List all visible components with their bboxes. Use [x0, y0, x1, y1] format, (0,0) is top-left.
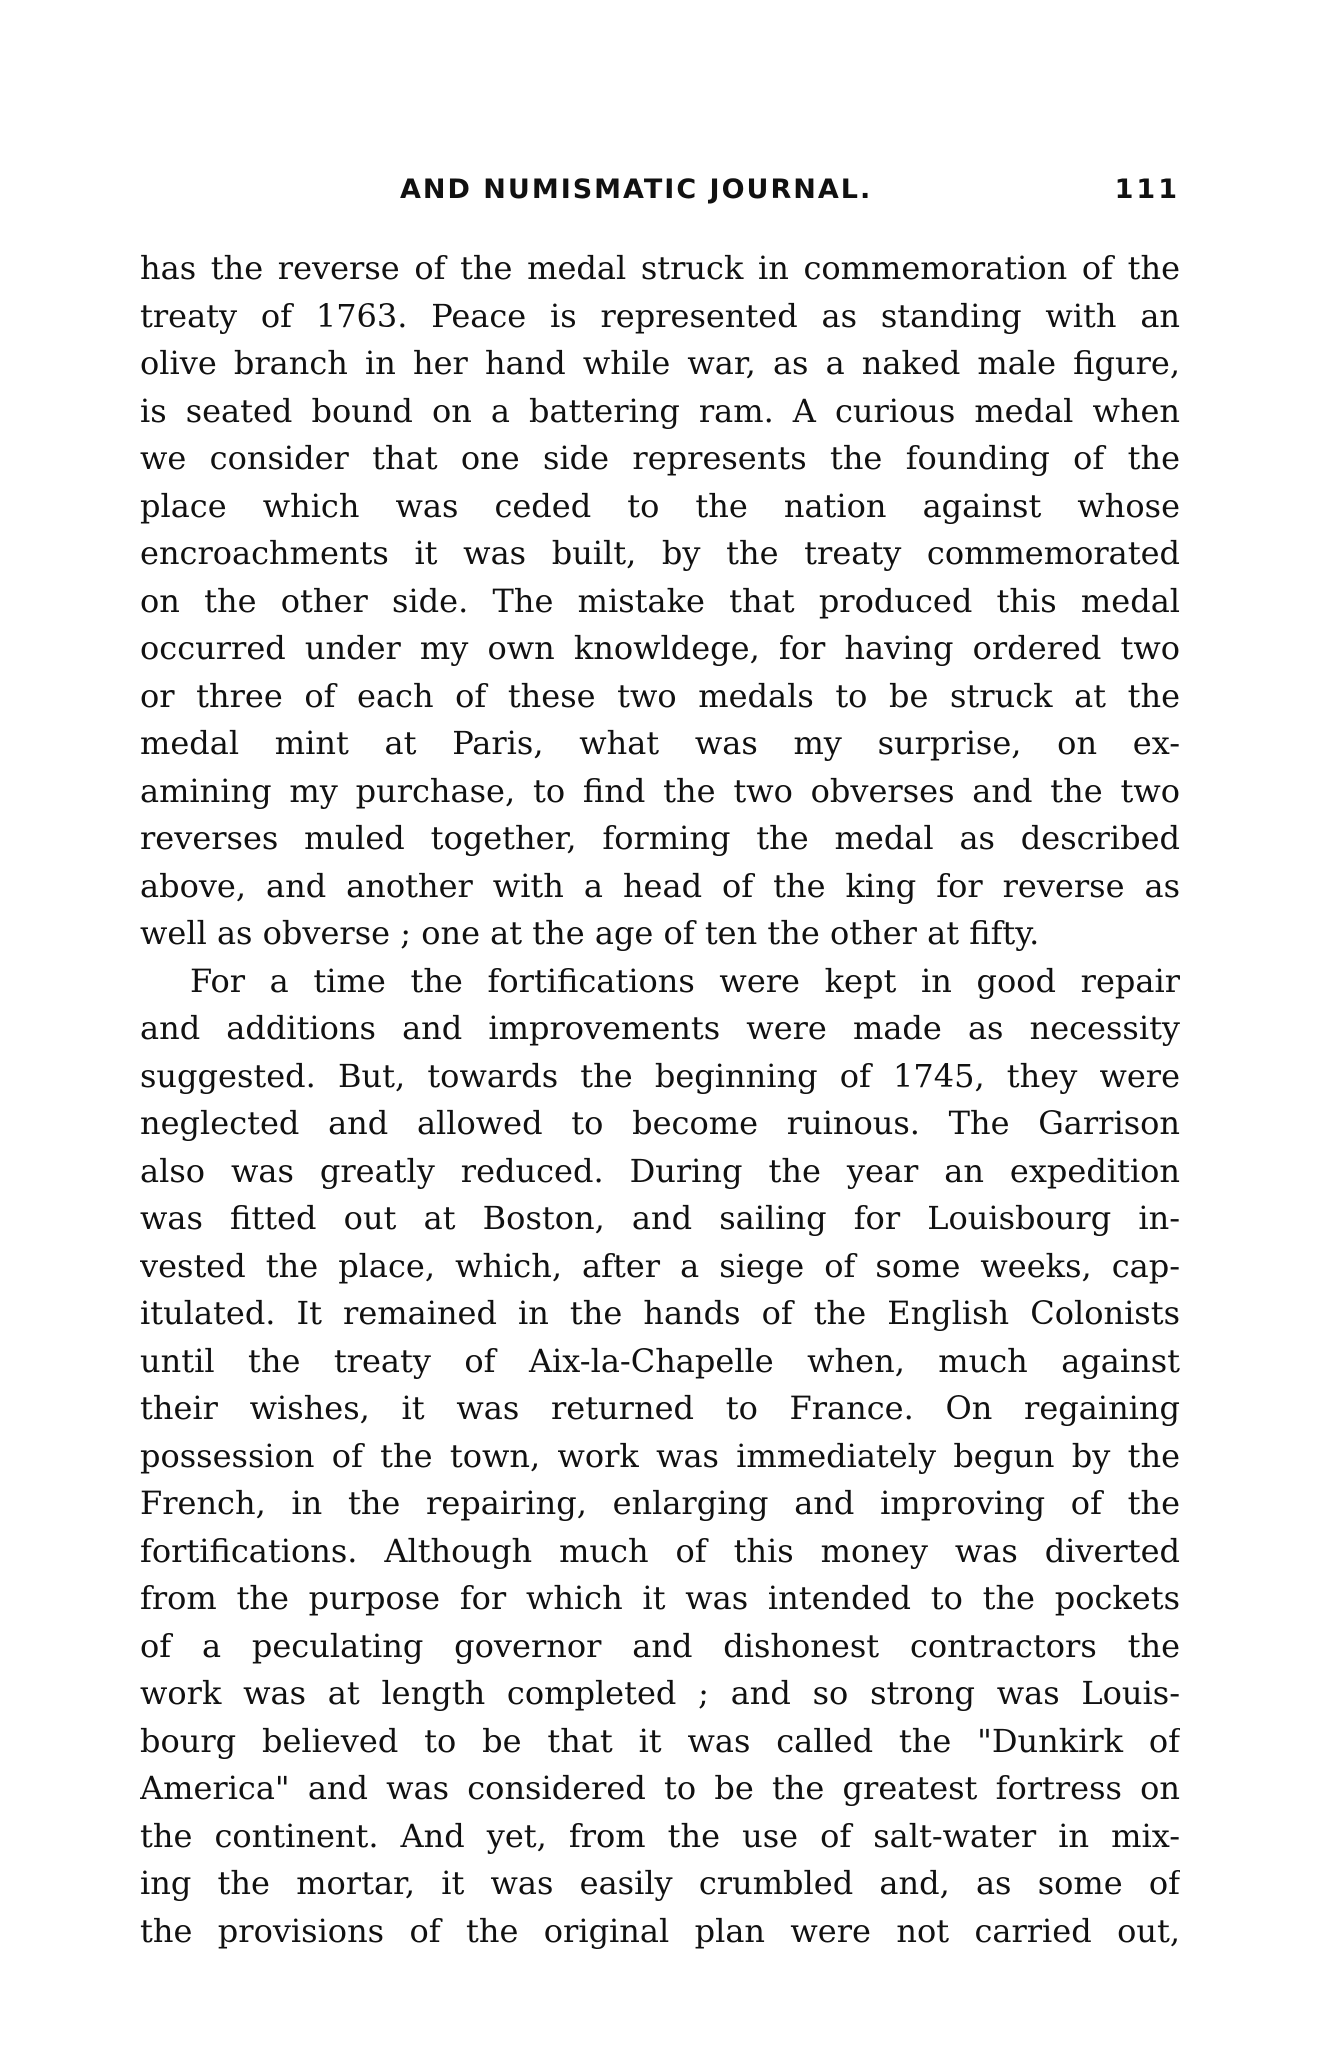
text-line: also was greatly reduced. During the year an expedition [140, 1151, 1180, 1190]
text-line: place which was ceded to the nation against whose [140, 486, 1180, 525]
text-line: olive branch in her hand while war, as a naked male figure, [140, 344, 1180, 382]
text-line: from the purpose for which it was intended to the pockets [140, 1579, 1180, 1617]
text-line: medal mint at Paris, what was my surprise, on ex- [140, 724, 1180, 762]
page-header [140, 168, 1180, 212]
text-line: suggested. But, towards the beginning of 1745, they were [140, 1056, 1180, 1095]
text-line: well as obverse ; one at the age of ten the other at fifty. [140, 914, 1040, 952]
text-line: encroachments it was built, by the treaty commemorated [140, 534, 1180, 572]
text-line: and additions and improvements were made as necessity [140, 1009, 1180, 1047]
text-line: amining my purchase, to find the two obverses and the two [140, 771, 1180, 810]
text-line: itulated. It remained in the hands of the English Colonists [140, 1294, 1180, 1332]
text-line: of a peculating governor and dishonest contractors the [140, 1626, 1180, 1665]
text-line: we consider that one side represents the founding of the [140, 439, 1180, 477]
paragraph-fortifications [140, 958, 1180, 1956]
body-text [140, 245, 1180, 1955]
text-line: bourg believed to be that it was called the "Dunkirk of [140, 1721, 1180, 1760]
text-line: possession of the town, work was immediately begun by the [140, 1436, 1180, 1475]
text-line: their wishes, it was returned to France. On regaining [140, 1389, 1180, 1427]
text-line: vested the place, which, after a siege of some weeks, cap- [140, 1246, 1180, 1285]
text-line: above, and another with a head of the king for reverse as [140, 866, 1180, 905]
page-number: 111 [1114, 174, 1180, 205]
text-line: reverses muled together, forming the medal as described [140, 819, 1180, 857]
text-line: neglected and allowed to become ruinous. The Garrison [140, 1104, 1180, 1142]
text-line: French, in the repairing, enlarging and improving of the [140, 1484, 1180, 1522]
paragraph-medal [140, 245, 1180, 958]
text-line: was fitted out at Boston, and sailing for Louisbourg in- [140, 1199, 1180, 1237]
text-line: or three of each of these two medals to be struck at the [140, 676, 1180, 715]
running-title: AND NUMISMATIC JOURNAL. [400, 174, 873, 205]
text-line: is seated bound on a battering ram. A curious medal when [140, 391, 1180, 430]
text-line: has the reverse of the medal struck in commemoration of the [140, 249, 1180, 287]
text-line: on the other side. The mistake that produced this medal [140, 581, 1180, 620]
text-line: the continent. And yet, from the use of salt-water in mix- [140, 1816, 1180, 1855]
text-line: work was at length completed ; and so strong was Louis- [140, 1674, 1180, 1712]
text-line: the provisions of the original plan were not carried out, [140, 1911, 1180, 1950]
text-line: occurred under my own knowldege, for having ordered two [140, 629, 1180, 667]
text-line: America" and was considered to be the greatest fortress on [140, 1769, 1180, 1807]
text-line: For a time the fortifications were kept in good repair [190, 961, 1180, 1000]
text-line: ing the mortar, it was easily crumbled and, as some of [140, 1864, 1180, 1902]
text-line: until the treaty of Aix-la-Chapelle when, much against [140, 1341, 1180, 1380]
text-line: fortifications. Although much of this money was diverted [140, 1531, 1180, 1570]
text-line: treaty of 1763. Peace is represented as standing with an [140, 296, 1180, 335]
